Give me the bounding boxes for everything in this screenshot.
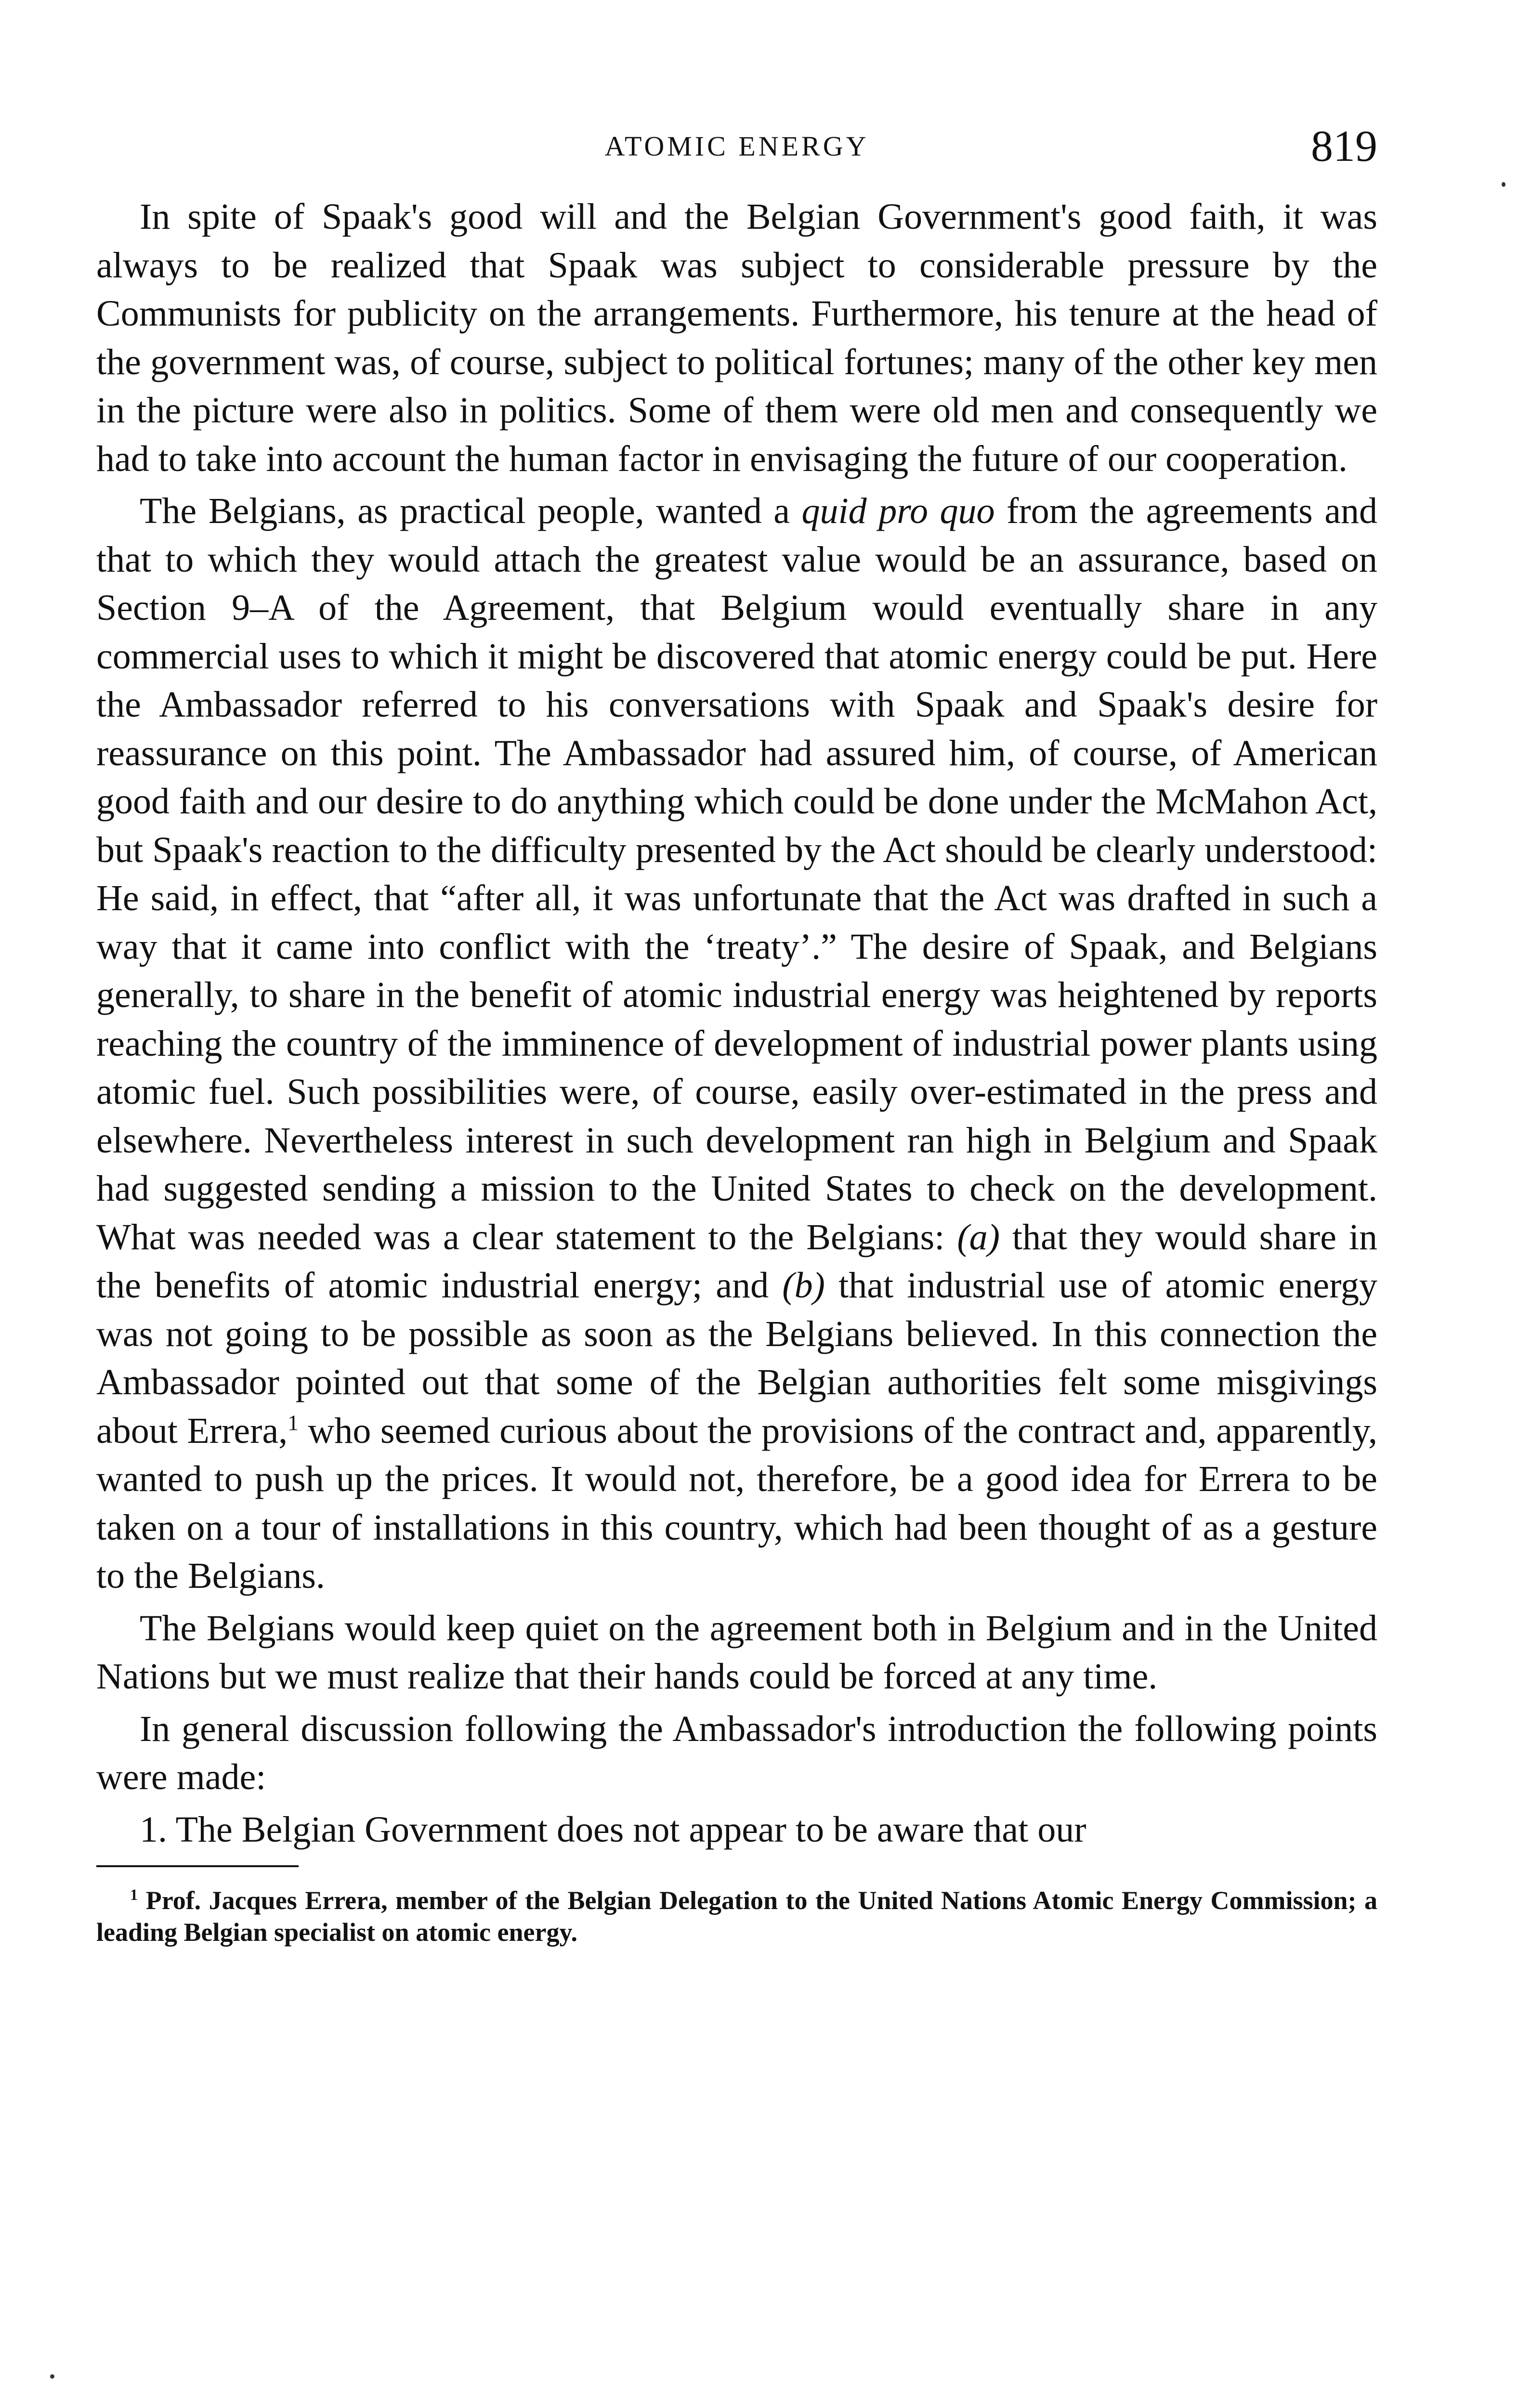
list-marker-b: (b)	[782, 1265, 825, 1306]
list-marker-a: (a)	[957, 1217, 1000, 1257]
paragraph-5: 1. The Belgian Government does not appear to be aware that our	[140, 1809, 1086, 1850]
running-head	[96, 120, 1377, 178]
paragraph-4: In general discussion following the Ambassador's introduction the following points were made:	[96, 1708, 1377, 1797]
footnote-rule	[96, 1865, 299, 1867]
paragraph-2-text-e: who seemed curious about the provisions of the contract and, apparently, wanted to push up the prices. It would not, therefore, be a good idea for Errera to be taken on a tour of installations in this country, which had been thought of as a gesture to the Belgians.	[96, 1410, 1377, 1596]
body-text	[96, 193, 1377, 1854]
paragraph-2-text-c: that they would share in the benefits of atomic industrial energy; and	[96, 1217, 1377, 1306]
print-speck-bottom	[50, 2374, 54, 2379]
footnote-text: Prof. Jacques Errera, member of the Belgian Delegation to the United Nations Atomic Energy Commission; a leading Belgian specialist on atomic energy.	[96, 1886, 1378, 1947]
document-page	[96, 120, 1377, 1948]
running-title: ATOMIC ENERGY	[604, 131, 869, 162]
paragraph-2-text-a: The Belgians, as practical people, wanted a	[140, 491, 802, 531]
footnote-reference: 1	[288, 1410, 299, 1435]
print-speck-top	[1502, 182, 1505, 187]
paragraph-2-text-d: that industrial use of atomic energy was not going to be possible as soon as the Belgians believed. In this connection the Ambassador pointed out that some of the Belgian authorities felt some misgivings about Errera,	[96, 1265, 1378, 1451]
paragraph-1: In spite of Spaak's good will and the Belgian Government's good faith, it was always to be realized that Spaak was subject to considerable pressure by the Communists for publicity on the arrangements. Furthermore, his tenure at the head of the government was, of course, subject to political fortunes; many of the other key men in the picture were also in politics. Some of them were old men and consequently we had to take into account the human factor in envisaging the future of our cooperation.	[96, 196, 1377, 479]
page-number: 819	[1311, 121, 1377, 170]
paragraph-2-text-b: from the agreements and that to which they would attach the greatest value would be an assurance, based on Section 9–A of the Agreement, that Belgium would eventually share in any commercial uses to which it might be discovered that atomic energy could be put. Here the Ambassador referred to his conversations with Spaak and Spaak's desire for reassurance on this point. The Ambassador had assured him, of course, of American good faith and our desire to do anything which could be done under the McMahon Act, but Spaak's reaction to the difficulty presented by the Act should be clearly understood: He said, in effect, that “after all, it was unfortunate that the Act was drafted in such a way that it came into conflict with the ‘treaty’.” The desire of Spaak, and Belgians generally, to share in the benefit of atomic industrial energy was heightened by reports reaching the country of the imminence of development of industrial power plants using atomic fuel. Such possibilities were, of course, easily over-estimated in the press and elsewhere. Nevertheless interest in such development ran high in Belgium and Spaak had suggested sending a mission to the United States to check on the development. What was needed was a clear statement to the Belgians:	[96, 491, 1378, 1257]
paragraph-3: The Belgians would keep quiet on the agreement both in Belgium and in the United Nations but we must realize that their hands could be forced at any time.	[96, 1608, 1377, 1697]
footnote-marker: 1	[130, 1886, 138, 1904]
italic-phrase: quid pro quo	[801, 491, 995, 531]
paragraph-2	[96, 487, 1377, 1600]
footnote	[96, 1885, 1377, 1948]
